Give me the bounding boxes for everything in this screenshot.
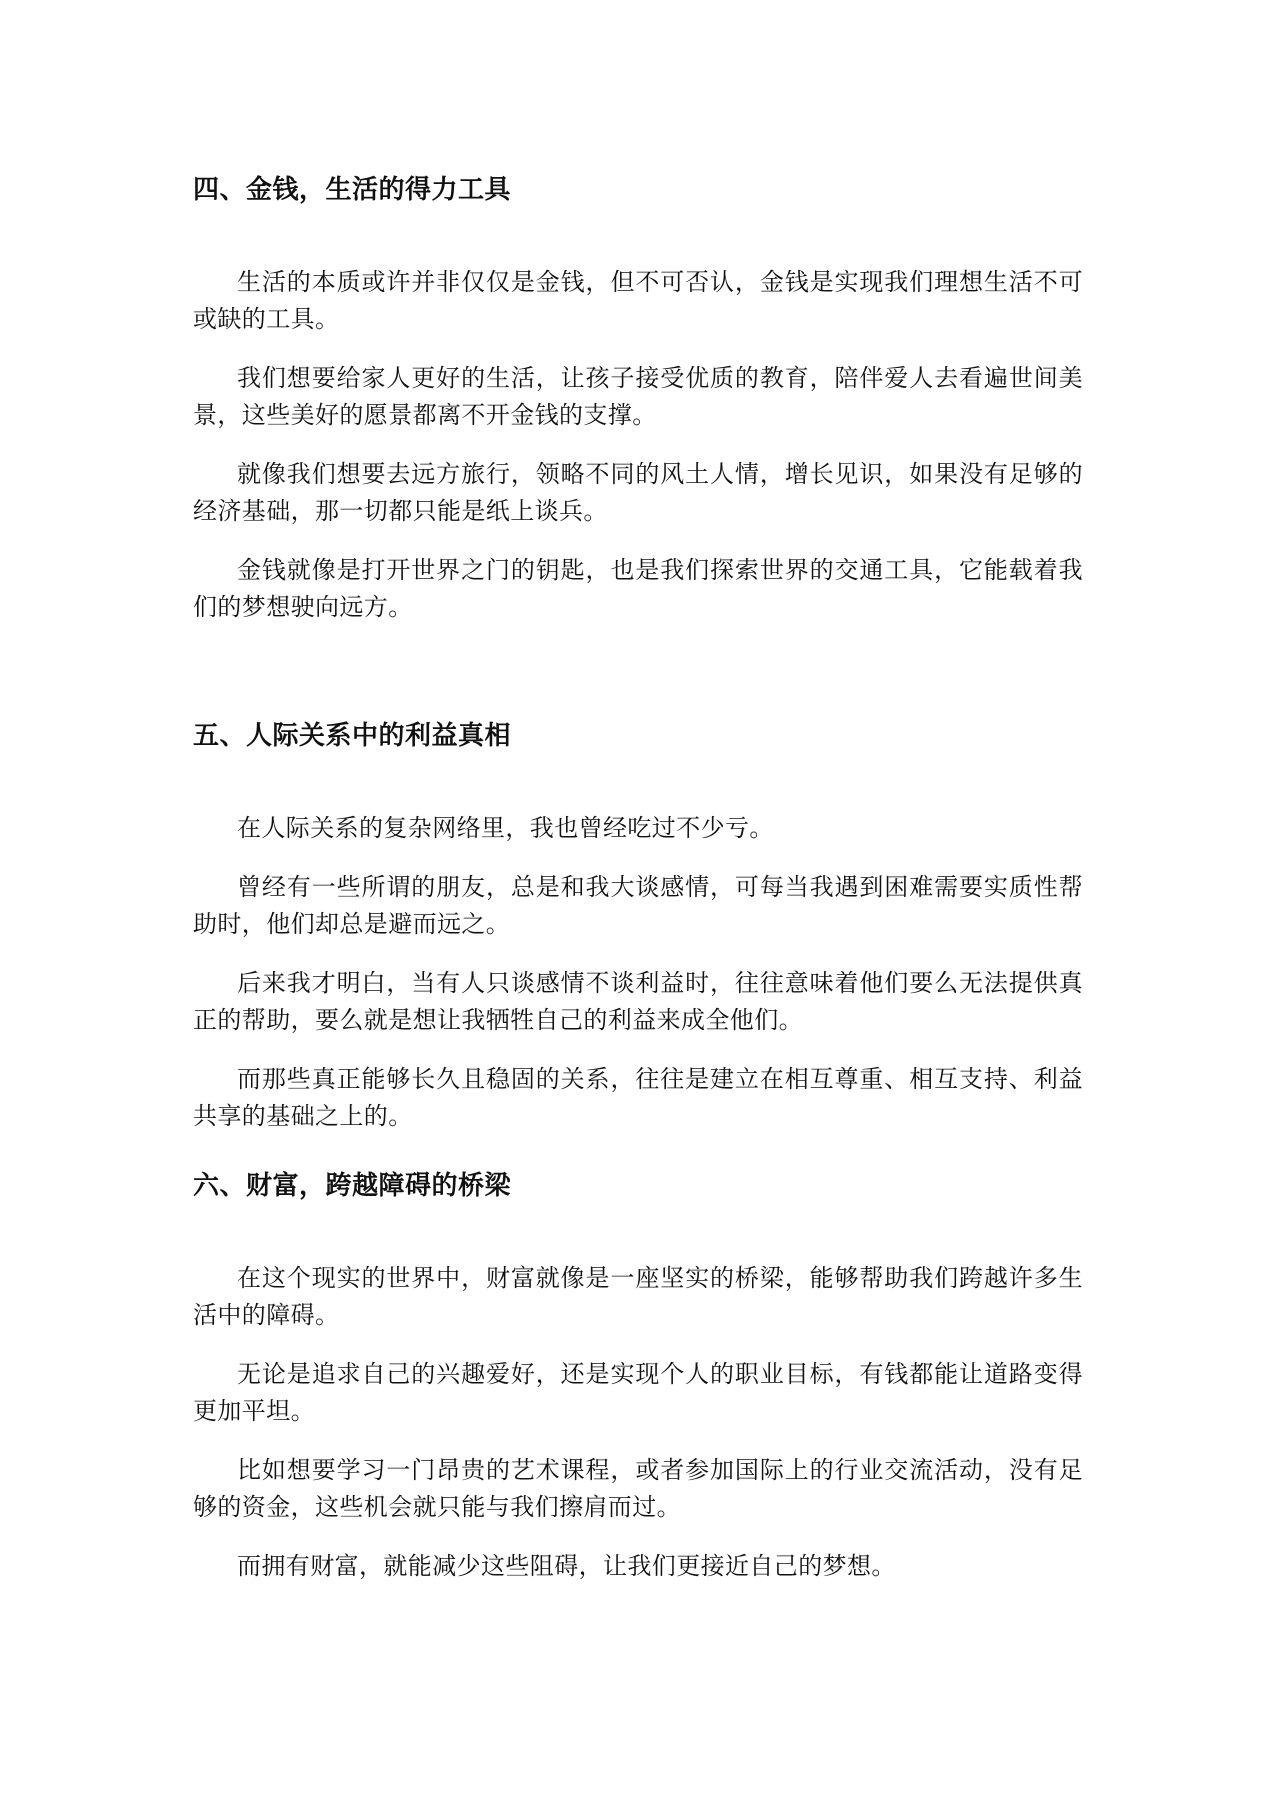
section-money-tool [193, 172, 1083, 626]
section-heading: 六、财富，跨越障碍的桥梁 [193, 1171, 512, 1201]
paragraph: 生活的本质或许并非仅仅是金钱，但不可否认，金钱是实现我们理想生活不可或缺的工具。 [193, 268, 1083, 333]
paragraph: 比如想要学习一门昂贵的艺术课程，或者参加国际上的行业交流活动，没有足够的资金，这些机会就只能与我们擦肩而过。 [193, 1456, 1083, 1521]
paragraph: 金钱就像是打开世界之门的钥匙，也是我们探索世界的交通工具，它能载着我们的梦想驶向远方。 [193, 556, 1083, 621]
document-page [193, 0, 1083, 1800]
paragraph: 曾经有一些所谓的朋友，总是和我大谈感情，可每当我遇到困难需要实质性帮助时，他们却总是避而远之。 [193, 873, 1083, 938]
paragraph: 而拥有财富，就能减少这些阻碍，让我们更接近自己的梦想。 [237, 1552, 896, 1580]
paragraph: 无论是追求自己的兴趣爱好，还是实现个人的职业目标，有钱都能让道路变得更加平坦。 [193, 1360, 1083, 1425]
section-wealth-bridge [193, 1168, 1083, 1585]
section-heading: 五、人际关系中的利益真相 [193, 721, 512, 751]
section-relationship-interest [193, 718, 1083, 1135]
paragraph: 我们想要给家人更好的生活，让孩子接受优质的教育，陪伴爱人去看遍世间美景，这些美好的愿景都离不开金钱的支撑。 [193, 364, 1083, 429]
paragraph: 后来我才明白，当有人只谈感情不谈利益时，往往意味着他们要么无法提供真正的帮助，要么就是想让我牺牲自己的利益来成全他们。 [193, 969, 1083, 1034]
paragraph: 在这个现实的世界中，财富就像是一座坚实的桥梁，能够帮助我们跨越许多生活中的障碍。 [193, 1264, 1083, 1329]
paragraph: 就像我们想要去远方旅行，领略不同的风土人情，增长见识，如果没有足够的经济基础，那一切都只能是纸上谈兵。 [193, 460, 1083, 525]
section-heading: 四、金钱，生活的得力工具 [193, 175, 512, 205]
paragraph: 在人际关系的复杂网络里，我也曾经吃过不少亏。 [237, 814, 774, 842]
paragraph: 而那些真正能够长久且稳固的关系，往往是建立在相互尊重、相互支持、利益共享的基础之上的。 [193, 1065, 1083, 1130]
